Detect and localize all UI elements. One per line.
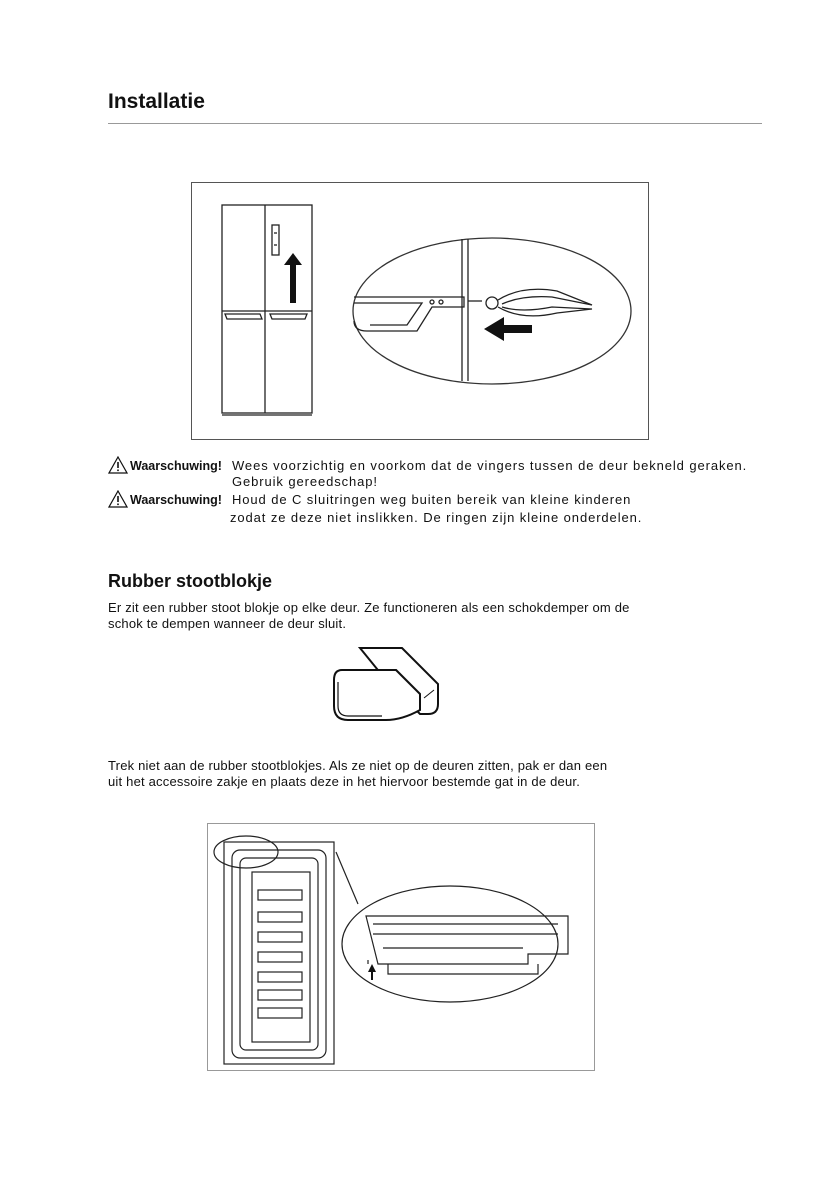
warning-text-line: Wees voorzichtig en voorkom dat de vingers tussen de deur bekneld geraken. bbox=[232, 458, 748, 473]
warning-text-line: Houd de C sluitringen weg buiten bereik van kleine kinderen bbox=[232, 492, 632, 507]
rubber-bumper-illustration bbox=[330, 640, 442, 726]
section-heading: Rubber stootblokje bbox=[108, 571, 273, 591]
warning-triangle-icon bbox=[108, 456, 128, 474]
warning-label: Waarschuwing! bbox=[130, 493, 222, 507]
paragraph-line: schok te dempen wanneer de deur sluit. bbox=[108, 616, 347, 631]
paragraph-line: uit het accessoire zakje en plaats deze in het hiervoor bestemde gat in de deur. bbox=[108, 774, 581, 789]
figure-rubber-bumper bbox=[330, 640, 442, 726]
arrow-up-icon bbox=[284, 253, 302, 303]
warning-label: Waarschuwing! bbox=[130, 459, 222, 473]
page-title: Installatie bbox=[108, 90, 205, 113]
arrow-left-icon bbox=[484, 317, 532, 341]
figure-door-bumper-placement bbox=[207, 823, 595, 1071]
figure-fridge-door-removal bbox=[191, 182, 649, 440]
warning-triangle-icon bbox=[108, 490, 128, 508]
fridge-pliers-illustration bbox=[192, 183, 648, 439]
paragraph-line: Er zit een rubber stoot blokje op elke deur. Ze functioneren als een schokdemper om de bbox=[108, 600, 630, 615]
warning-text-line: Gebruik gereedschap! bbox=[232, 474, 378, 489]
title-divider bbox=[108, 123, 762, 124]
warning-text-line: zodat ze deze niet inslikken. De ringen zijn kleine onderdelen. bbox=[230, 510, 643, 525]
door-bumper-illustration bbox=[208, 824, 594, 1070]
intro-paragraph bbox=[108, 600, 630, 632]
paragraph-line: Trek niet aan de rubber stootblokjes. Als ze niet op de deuren zitten, pak er dan een bbox=[108, 758, 608, 773]
instruction-paragraph bbox=[108, 758, 607, 790]
arrow-up-small-icon bbox=[368, 964, 376, 980]
